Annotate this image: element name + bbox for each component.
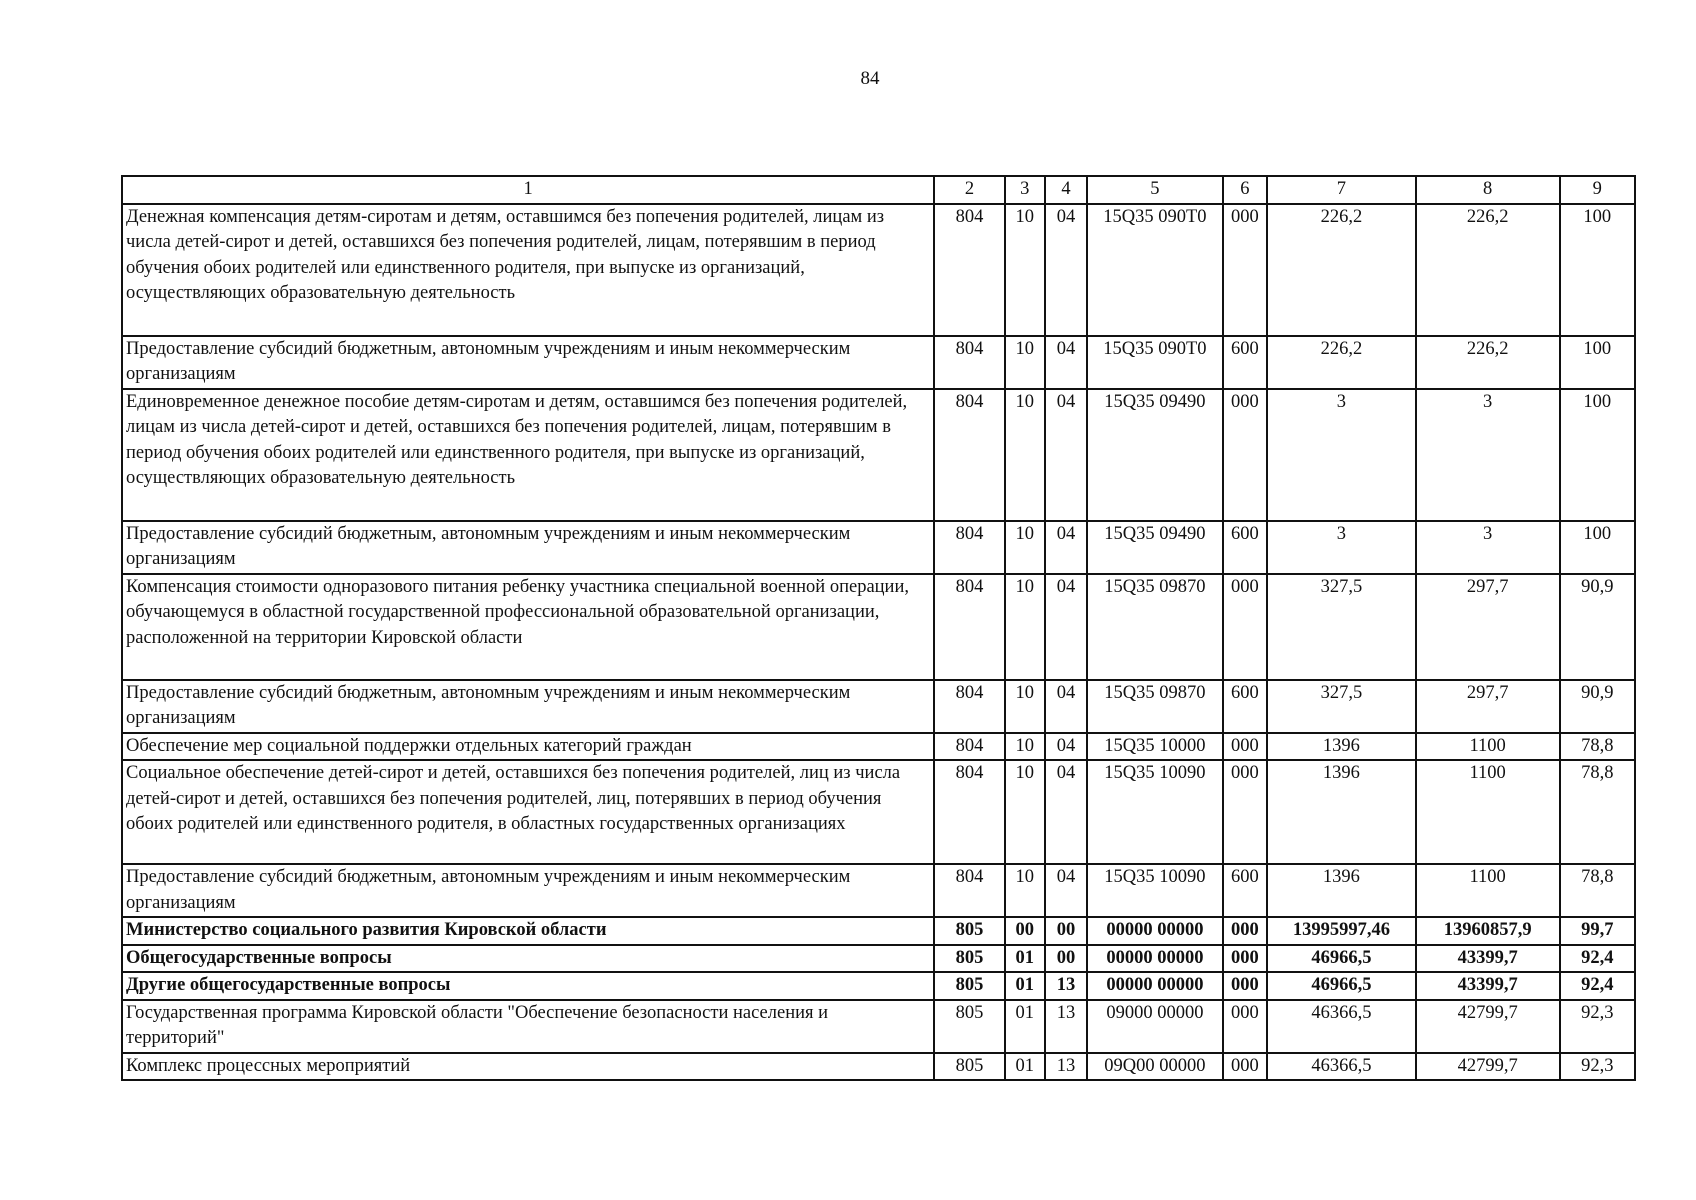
cell-executed: 226,2 (1416, 336, 1560, 389)
cell-planned: 46366,5 (1267, 1000, 1416, 1053)
cell-expense-type: 600 (1223, 336, 1267, 389)
cell-percent: 78,8 (1560, 864, 1635, 917)
cell-planned: 46966,5 (1267, 972, 1416, 1000)
cell-section: 01 (1005, 972, 1045, 1000)
row-description: Обеспечение мер социальной поддержки отдельных категорий граждан (122, 733, 934, 761)
row-description: Общегосударственные вопросы (122, 945, 934, 973)
column-header: 1 (122, 176, 934, 204)
cell-planned: 327,5 (1267, 680, 1416, 733)
row-description: Другие общегосударственные вопросы (122, 972, 934, 1000)
cell-ministry-code: 804 (934, 389, 1004, 521)
cell-executed: 1100 (1416, 864, 1560, 917)
row-description: Денежная компенсация детям-сиротам и детям, оставшимся без попечения родителей, лицам из числа детей-сирот и детей, оставшихся без попечения родителей, лицам, потерявшим в период обучения обоих родителей или единственного родителя, при выпуске из организаций, осуществляющих образовательную деятельность (122, 204, 934, 336)
cell-section: 10 (1005, 521, 1045, 574)
cell-target-article: 15Q35 09870 (1087, 680, 1223, 733)
row-description: Предоставление субсидий бюджетным, автономным учреждениям и иным некоммерческим организациям (122, 336, 934, 389)
cell-target-article: 15Q35 09490 (1087, 521, 1223, 574)
cell-expense-type: 600 (1223, 680, 1267, 733)
cell-section: 10 (1005, 680, 1045, 733)
column-header: 7 (1267, 176, 1416, 204)
cell-ministry-code: 805 (934, 945, 1004, 973)
cell-planned: 46366,5 (1267, 1053, 1416, 1081)
table-header-row (122, 176, 1635, 204)
cell-executed: 1100 (1416, 733, 1560, 761)
row-description: Единовременное денежное пособие детям-сиротам и детям, оставшимся без попечения родителей, лицам из числа детей-сирот и детей, оставшихся без попечения родителей, лицам, потерявшим в период обучения обоих родителей или единственного родителя, при выпуске из организаций, осуществляющих образовательную деятельность (122, 389, 934, 521)
cell-planned: 1396 (1267, 864, 1416, 917)
cell-planned: 327,5 (1267, 574, 1416, 680)
cell-expense-type: 600 (1223, 864, 1267, 917)
cell-expense-type: 000 (1223, 733, 1267, 761)
row-description: Комплекс процессных мероприятий (122, 1053, 934, 1081)
cell-expense-type: 000 (1223, 760, 1267, 864)
cell-target-article: 09000 00000 (1087, 1000, 1223, 1053)
cell-ministry-code: 804 (934, 760, 1004, 864)
cell-planned: 1396 (1267, 760, 1416, 864)
cell-ministry-code: 805 (934, 972, 1004, 1000)
cell-planned: 226,2 (1267, 336, 1416, 389)
cell-planned: 3 (1267, 389, 1416, 521)
cell-planned: 46966,5 (1267, 945, 1416, 973)
cell-ministry-code: 804 (934, 733, 1004, 761)
column-header: 9 (1560, 176, 1635, 204)
cell-subsection: 13 (1045, 1000, 1087, 1053)
cell-executed: 297,7 (1416, 574, 1560, 680)
row-description: Предоставление субсидий бюджетным, автономным учреждениям и иным некоммерческим организациям (122, 521, 934, 574)
cell-planned: 226,2 (1267, 204, 1416, 336)
cell-section: 01 (1005, 945, 1045, 973)
cell-target-article: 15Q35 09490 (1087, 389, 1223, 521)
cell-percent: 100 (1560, 204, 1635, 336)
cell-subsection: 04 (1045, 864, 1087, 917)
row-description: Предоставление субсидий бюджетным, автономным учреждениям и иным некоммерческим организациям (122, 864, 934, 917)
cell-subsection: 04 (1045, 521, 1087, 574)
table-row (122, 733, 1635, 761)
column-header: 3 (1005, 176, 1045, 204)
cell-target-article: 15Q35 10000 (1087, 733, 1223, 761)
cell-section: 10 (1005, 336, 1045, 389)
cell-ministry-code: 804 (934, 574, 1004, 680)
cell-ministry-code: 804 (934, 204, 1004, 336)
cell-executed: 297,7 (1416, 680, 1560, 733)
cell-expense-type: 000 (1223, 1053, 1267, 1081)
cell-section: 10 (1005, 574, 1045, 680)
cell-target-article: 15Q35 090Т0 (1087, 204, 1223, 336)
cell-percent: 99,7 (1560, 917, 1635, 945)
cell-executed: 13960857,9 (1416, 917, 1560, 945)
cell-planned: 13995997,46 (1267, 917, 1416, 945)
cell-planned: 1396 (1267, 733, 1416, 761)
cell-subsection: 04 (1045, 760, 1087, 864)
table-row (122, 336, 1635, 389)
cell-executed: 42799,7 (1416, 1000, 1560, 1053)
cell-subsection: 04 (1045, 204, 1087, 336)
cell-section: 01 (1005, 1053, 1045, 1081)
table-row (122, 389, 1635, 521)
cell-target-article: 09Q00 00000 (1087, 1053, 1223, 1081)
cell-ministry-code: 804 (934, 521, 1004, 574)
row-description: Компенсация стоимости одноразового питания ребенку участника специальной военной операции, обучающемуся в областной государственной профессиональной образовательной организации, расположенной на территории Кировской области (122, 574, 934, 680)
table-row (122, 574, 1635, 680)
cell-ministry-code: 804 (934, 336, 1004, 389)
cell-section: 01 (1005, 1000, 1045, 1053)
cell-subsection: 04 (1045, 680, 1087, 733)
table-row (122, 1053, 1635, 1081)
table-row (122, 1000, 1635, 1053)
cell-expense-type: 000 (1223, 945, 1267, 973)
cell-subsection: 00 (1045, 945, 1087, 973)
column-header: 4 (1045, 176, 1087, 204)
table-row (122, 760, 1635, 864)
cell-subsection: 04 (1045, 389, 1087, 521)
cell-ministry-code: 805 (934, 1000, 1004, 1053)
table-row (122, 204, 1635, 336)
cell-ministry-code: 805 (934, 917, 1004, 945)
cell-executed: 43399,7 (1416, 972, 1560, 1000)
cell-executed: 3 (1416, 521, 1560, 574)
cell-ministry-code: 804 (934, 680, 1004, 733)
cell-target-article: 00000 00000 (1087, 972, 1223, 1000)
cell-section: 10 (1005, 760, 1045, 864)
cell-target-article: 15Q35 10090 (1087, 864, 1223, 917)
cell-subsection: 04 (1045, 574, 1087, 680)
cell-subsection: 04 (1045, 336, 1087, 389)
cell-subsection: 00 (1045, 917, 1087, 945)
cell-section: 10 (1005, 864, 1045, 917)
cell-expense-type: 000 (1223, 917, 1267, 945)
cell-expense-type: 000 (1223, 574, 1267, 680)
cell-executed: 42799,7 (1416, 1053, 1560, 1081)
cell-section: 00 (1005, 917, 1045, 945)
cell-target-article: 00000 00000 (1087, 917, 1223, 945)
column-header: 5 (1087, 176, 1223, 204)
cell-expense-type: 000 (1223, 1000, 1267, 1053)
row-description: Социальное обеспечение детей-сирот и детей, оставшихся без попечения родителей, лиц из числа детей-сирот и детей, оставшихся без попечения родителей, лиц, потерявших в период обучения обоих родителей или единственного родителя, в областных государственных организациях (122, 760, 934, 864)
cell-percent: 90,9 (1560, 680, 1635, 733)
column-header: 6 (1223, 176, 1267, 204)
cell-percent: 92,4 (1560, 945, 1635, 973)
table-row (122, 680, 1635, 733)
cell-percent: 90,9 (1560, 574, 1635, 680)
cell-percent: 78,8 (1560, 760, 1635, 864)
table-row (122, 945, 1635, 973)
cell-expense-type: 000 (1223, 972, 1267, 1000)
cell-percent: 92,3 (1560, 1000, 1635, 1053)
cell-expense-type: 000 (1223, 204, 1267, 336)
cell-section: 10 (1005, 733, 1045, 761)
cell-subsection: 04 (1045, 733, 1087, 761)
cell-section: 10 (1005, 204, 1045, 336)
cell-percent: 100 (1560, 521, 1635, 574)
cell-target-article: 15Q35 090Т0 (1087, 336, 1223, 389)
cell-expense-type: 000 (1223, 389, 1267, 521)
cell-percent: 92,4 (1560, 972, 1635, 1000)
table-row (122, 864, 1635, 917)
cell-planned: 3 (1267, 521, 1416, 574)
budget-table (121, 175, 1636, 1081)
cell-executed: 1100 (1416, 760, 1560, 864)
table-row (122, 972, 1635, 1000)
cell-target-article: 15Q35 09870 (1087, 574, 1223, 680)
cell-ministry-code: 804 (934, 864, 1004, 917)
cell-executed: 226,2 (1416, 204, 1560, 336)
row-description: Министерство социального развития Кировской области (122, 917, 934, 945)
cell-percent: 92,3 (1560, 1053, 1635, 1081)
column-header: 2 (934, 176, 1004, 204)
table-row (122, 917, 1635, 945)
cell-ministry-code: 805 (934, 1053, 1004, 1081)
column-header: 8 (1416, 176, 1560, 204)
cell-percent: 100 (1560, 336, 1635, 389)
cell-expense-type: 600 (1223, 521, 1267, 574)
cell-subsection: 13 (1045, 972, 1087, 1000)
cell-percent: 100 (1560, 389, 1635, 521)
cell-percent: 78,8 (1560, 733, 1635, 761)
table-row (122, 521, 1635, 574)
cell-target-article: 00000 00000 (1087, 945, 1223, 973)
cell-section: 10 (1005, 389, 1045, 521)
row-description: Предоставление субсидий бюджетным, автономным учреждениям и иным некоммерческим организациям (122, 680, 934, 733)
cell-executed: 3 (1416, 389, 1560, 521)
cell-subsection: 13 (1045, 1053, 1087, 1081)
cell-target-article: 15Q35 10090 (1087, 760, 1223, 864)
page-number: 84 (860, 68, 880, 89)
row-description: Государственная программа Кировской области "Обеспечение безопасности населения и территорий" (122, 1000, 934, 1053)
cell-executed: 43399,7 (1416, 945, 1560, 973)
